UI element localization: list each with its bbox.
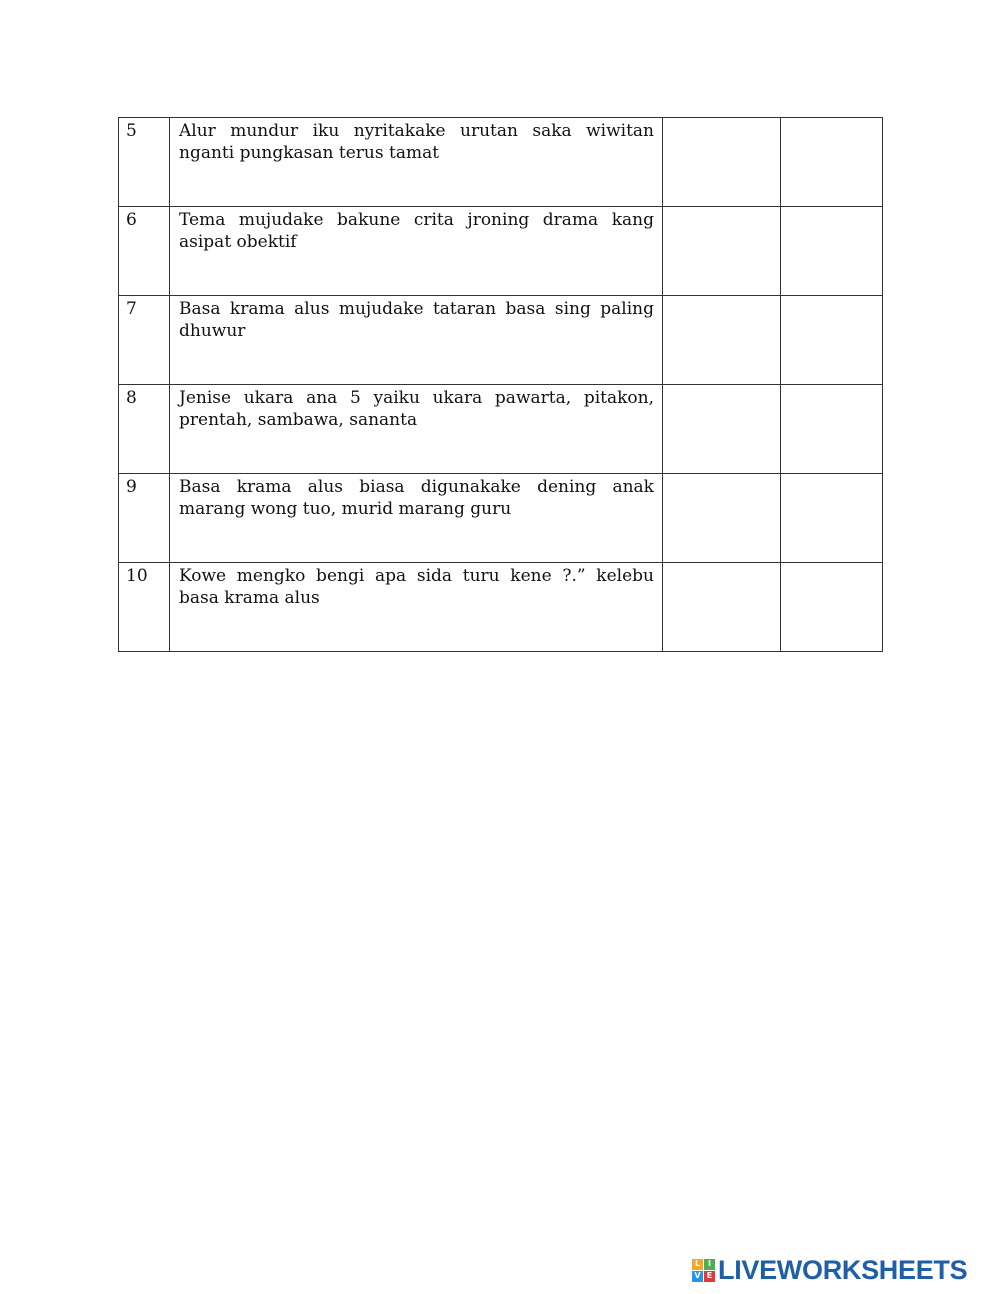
answer-cell-false[interactable]: [781, 296, 883, 385]
table-row: [119, 474, 883, 563]
answer-cell-true[interactable]: [663, 207, 781, 296]
answer-cell-false[interactable]: [781, 118, 883, 207]
statement-text: Basa krama alus biasa digunakake dening anak marang wong tuo, murid marang guru: [170, 474, 663, 563]
logo-square: I: [704, 1259, 715, 1270]
answer-cell-true[interactable]: [663, 296, 781, 385]
logo-squares-icon: [692, 1259, 715, 1282]
answer-cell-true[interactable]: [663, 118, 781, 207]
answer-cell-false[interactable]: [781, 385, 883, 474]
table-row: [119, 296, 883, 385]
liveworksheets-logo: [692, 1256, 967, 1284]
row-number: 9: [119, 474, 170, 563]
answer-cell-false[interactable]: [781, 207, 883, 296]
logo-square: L: [692, 1259, 703, 1270]
row-number: 6: [119, 207, 170, 296]
row-number: 10: [119, 563, 170, 652]
row-number: 5: [119, 118, 170, 207]
answer-cell-false[interactable]: [781, 563, 883, 652]
logo-square: E: [704, 1271, 715, 1282]
table-row: [119, 563, 883, 652]
statement-text: Kowe mengko bengi apa sida turu kene ?.” kelebu basa krama alus: [170, 563, 663, 652]
statement-text: Jenise ukara ana 5 yaiku ukara pawarta, pitakon, prentah, sambawa, sananta: [170, 385, 663, 474]
statement-text: Tema mujudake bakune crita jroning drama kang asipat obektif: [170, 207, 663, 296]
worksheet-table: [118, 117, 883, 652]
table-row: [119, 118, 883, 207]
statement-text: Alur mundur iku nyritakake urutan saka wiwitan nganti pungkasan terus tamat: [170, 118, 663, 207]
logo-text: LIVEWORKSHEETS: [718, 1255, 968, 1285]
table-row: [119, 385, 883, 474]
answer-cell-true[interactable]: [663, 474, 781, 563]
row-number: 7: [119, 296, 170, 385]
row-number: 8: [119, 385, 170, 474]
logo-square: V: [692, 1271, 703, 1282]
statement-text: Basa krama alus mujudake tataran basa sing paling dhuwur: [170, 296, 663, 385]
answer-cell-true[interactable]: [663, 563, 781, 652]
answer-cell-false[interactable]: [781, 474, 883, 563]
answer-cell-true[interactable]: [663, 385, 781, 474]
table-row: [119, 207, 883, 296]
